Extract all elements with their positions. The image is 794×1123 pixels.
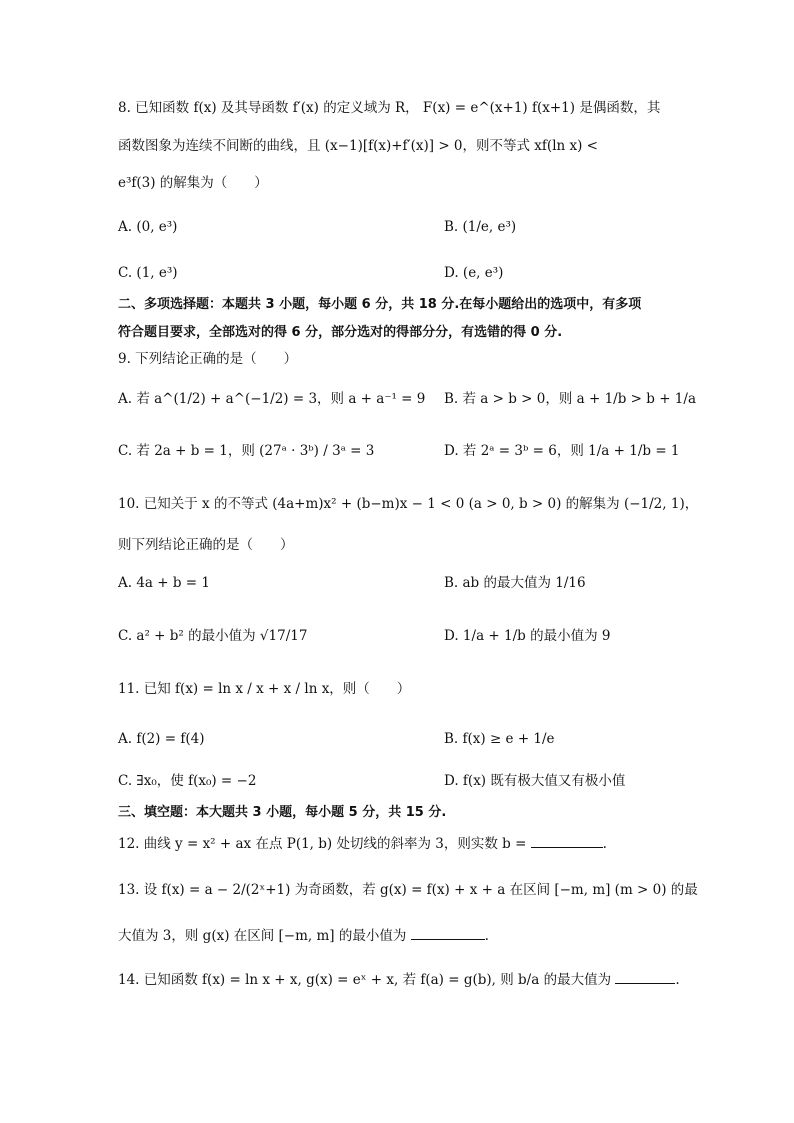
- q14-text: 14. 已知函数 f(x) = ln x + x, g(x) = eˣ + x, 若 f(a) = g(b), 则 b/a 的最大值为: [118, 972, 612, 988]
- q8-line-1: 8. 已知函数 f(x) 及其导函数 f′(x) 的定义域为 R， F(x) = e^(x+1) f(x+1) 是偶函数，其: [118, 100, 661, 116]
- q10-option-c: C. a² + b² 的最小值为 √17/17: [118, 628, 308, 644]
- q11-option-d: D. f(x) 既有极大值又有极小值: [444, 773, 626, 789]
- q8-line-3: e³f(3) 的解集为（ ）: [118, 175, 268, 191]
- q13-end: .: [484, 928, 489, 944]
- q8-option-a: A. (0, e³): [118, 219, 178, 235]
- q10-option-d: D. 1/a + 1/b 的最小值为 9: [444, 628, 611, 644]
- q9-option-a: A. 若 a^(1/2) + a^(−1/2) = 3，则 a + a⁻¹ = 9: [118, 391, 426, 407]
- q12-end: .: [602, 836, 607, 852]
- q14-answer-blank[interactable]: [615, 982, 675, 984]
- q10-line-2: 则下列结论正确的是（ ）: [118, 537, 294, 553]
- q13-line-1: 13. 设 f(x) = a − 2/(2ˣ+1) 为奇函数，若 g(x) = f(x) + x + a 在区间 [−m, m] (m > 0) 的最: [118, 882, 698, 898]
- q12-text: 12. 曲线 y = x² + ax 在点 P(1, b) 处切线的斜率为 3，则实数 b =: [118, 836, 527, 852]
- q11-option-b: B. f(x) ≥ e + 1/e: [444, 731, 555, 747]
- q9-option-b: B. 若 a > b > 0，则 a + 1/b > b + 1/a: [444, 391, 696, 407]
- q9-option-d: D. 若 2ᵃ = 3ᵇ = 6，则 1/a + 1/b = 1: [444, 443, 680, 459]
- q8-line-2: 函数图象为连续不间断的曲线，且 (x−1)[f(x)+f′(x)] > 0，则不等式 xf(ln x) <: [118, 138, 598, 154]
- section-3-heading: 三、填空题：本大题共 3 小题，每小题 5 分，共 15 分.: [118, 805, 447, 820]
- q9-option-c: C. 若 2a + b = 1，则 (27ᵃ · 3ᵇ) / 3ᵃ = 3: [118, 443, 375, 459]
- q10-line-1: 10. 已知关于 x 的不等式 (4a+m)x² + (b−m)x − 1 < 0 (a > 0, b > 0) 的解集为 (−1/2, 1)，: [118, 496, 699, 512]
- section-2-heading-line-2: 符合题目要求，全部选对的得 6 分，部分选对的得部分分，有选错的得 0 分.: [118, 325, 563, 340]
- q8-option-d: D. (e, e³): [444, 265, 504, 281]
- section-2-heading-line-1: 二、多项选择题：本题共 3 小题，每小题 6 分，共 18 分.在每小题给出的选项中，有多项: [118, 297, 642, 312]
- q9-stem: 9. 下列结论正确的是（ ）: [118, 351, 298, 367]
- q10-option-a: A. 4a + b = 1: [118, 575, 210, 591]
- q14-end: .: [675, 972, 680, 988]
- q8-option-b: B. (1/e, e³): [444, 219, 517, 235]
- q12-answer-blank[interactable]: [531, 846, 603, 848]
- q13-line-2: [118, 930, 489, 944]
- q10-option-b: B. ab 的最大值为 1/16: [444, 575, 586, 591]
- q14-line: [118, 974, 680, 988]
- q12-line: [118, 838, 607, 852]
- q11-option-c: C. ∃x₀，使 f(x₀) = −2: [118, 773, 257, 789]
- q11-option-a: A. f(2) = f(4): [118, 731, 205, 747]
- q13-text: 大值为 3，则 g(x) 在区间 [−m, m] 的最小值为: [118, 928, 407, 944]
- q8-option-c: C. (1, e³): [118, 265, 178, 281]
- q11-stem: 11. 已知 f(x) = ln x / x + x / ln x，则（ ）: [118, 681, 411, 697]
- q13-answer-blank[interactable]: [411, 938, 485, 940]
